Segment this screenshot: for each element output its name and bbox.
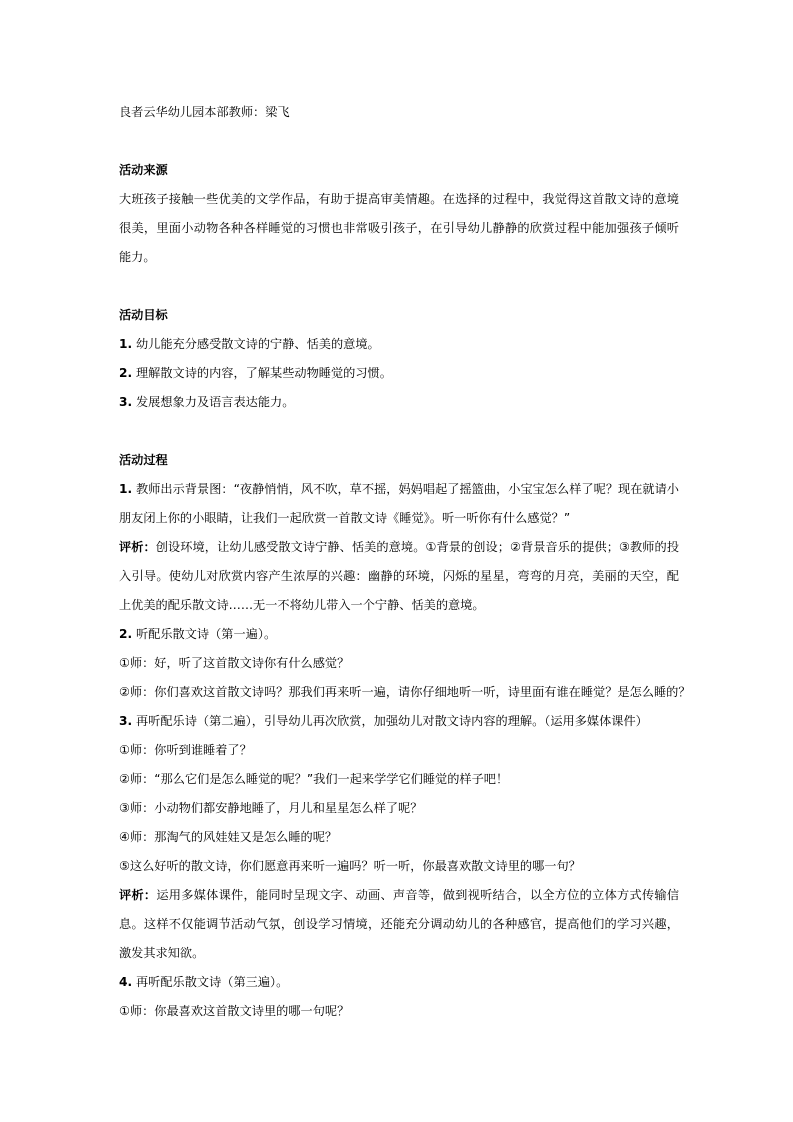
- step-question: ②师：“那么它们是怎么睡觉的呢？”我们一起来学学它们睡觉的样子吧！: [119, 772, 509, 786]
- process-step-2: [119, 620, 679, 649]
- step-text: 再听配乐诗（第二遍），引导幼儿再次欣赏，加强幼儿对散文诗内容的理解。（运用多媒体课件）: [132, 714, 648, 728]
- spacer: [119, 127, 679, 156]
- comment-2: [119, 881, 679, 968]
- step-question: ④师：那淘气的风娃娃又是怎么睡的呢？: [119, 830, 338, 844]
- goal-number: 3.: [119, 395, 133, 409]
- step-question: ①师：你最喜欢这首散文诗里的哪一句呢？: [119, 1004, 350, 1018]
- process-heading: 活动过程: [119, 453, 168, 467]
- comment-text: 创设环境，让幼儿感受散文诗宁静、恬美的意境。①背景的创设；②背景音乐的提供；③教师的投入引导。使幼儿对欣赏内容产生浓厚的兴趣：幽静的环境，闪烁的星星，弯弯的月亮，美丽的天空，配上优美的配乐散文诗……无一不将幼儿带入一个宁静、恬美的意境。: [119, 540, 680, 612]
- step-number: 2.: [119, 627, 133, 641]
- goal-number: 2.: [119, 366, 133, 380]
- step-text: 教师出示背景图：“夜静悄悄，风不吹，草不摇，妈妈唱起了摇篮曲，小宝宝怎么样了呢？现在就请小朋友闭上你的小眼睛，让我们一起欣赏一首散文诗《睡觉》。听一听你有什么感觉？”: [119, 482, 679, 525]
- spacer: [119, 417, 679, 446]
- step-number: 1.: [119, 482, 133, 496]
- step-question: ⑤这么好听的散文诗，你们愿意再来听一遍吗？听一听，你最喜欢散文诗里的哪一句？: [119, 859, 581, 873]
- goals-heading: 活动目标: [119, 308, 168, 322]
- comment-label: 评析：: [119, 888, 157, 902]
- comment-label: 评析：: [119, 540, 156, 554]
- goal-item: [119, 388, 679, 417]
- source-heading: 活动来源: [119, 163, 168, 177]
- document-page: [119, 98, 691, 1026]
- goal-text: 发展想象力及语言表达能力。: [132, 395, 295, 409]
- goal-number: 1.: [119, 337, 133, 351]
- step-number: 3.: [119, 714, 133, 728]
- process-step-3: [119, 707, 679, 736]
- goal-item: [119, 359, 679, 388]
- process-step-1: [119, 475, 679, 533]
- process-step-4: [119, 968, 679, 997]
- step-number: 4.: [119, 975, 133, 989]
- step-question: ①师：你听到谁睡着了？: [119, 743, 252, 757]
- comment-1: [119, 533, 679, 620]
- goal-item: [119, 330, 679, 359]
- step-question: ③师：小动物们都安静地睡了，月儿和星星怎么样了呢？: [119, 801, 423, 815]
- step-text: 再听配乐散文诗（第三遍）。: [132, 975, 289, 989]
- source-paragraph: 大班孩子接触一些优美的文学作品，有助于提高审美情趣。在选择的过程中，我觉得这首散文诗的意境很美，里面小动物各种各样睡觉的习惯也非常吸引孩子，在引导幼儿静静的欣赏过程中能加强孩子倾听能力。: [119, 192, 679, 264]
- author-line: 良者云华幼儿园本部教师：梁飞: [119, 105, 290, 119]
- spacer: [119, 272, 679, 301]
- comment-text: 运用多媒体课件，能同时呈现文字、动画、声音等，做到视听结合，以全方位的立体方式传输信息。这样不仅能调节活动气氛，创设学习情境，还能充分调动幼儿的各种感官，提高他们的学习兴趣，激发其求知欲。: [119, 888, 680, 960]
- goal-text: 幼儿能充分感受散文诗的宁静、恬美的意境。: [132, 337, 380, 351]
- step-question: ②师：你们喜欢这首散文诗吗？那我们再来听一遍，请你仔细地听一听，诗里面有谁在睡觉？是怎么睡的？: [119, 685, 691, 699]
- goal-text: 理解散文诗的内容，了解某些动物睡觉的习惯。: [132, 366, 392, 380]
- step-text: 听配乐散文诗（第一遍）。: [132, 627, 277, 641]
- step-question: ①师：好，听了这首散文诗你有什么感觉？: [119, 656, 350, 670]
